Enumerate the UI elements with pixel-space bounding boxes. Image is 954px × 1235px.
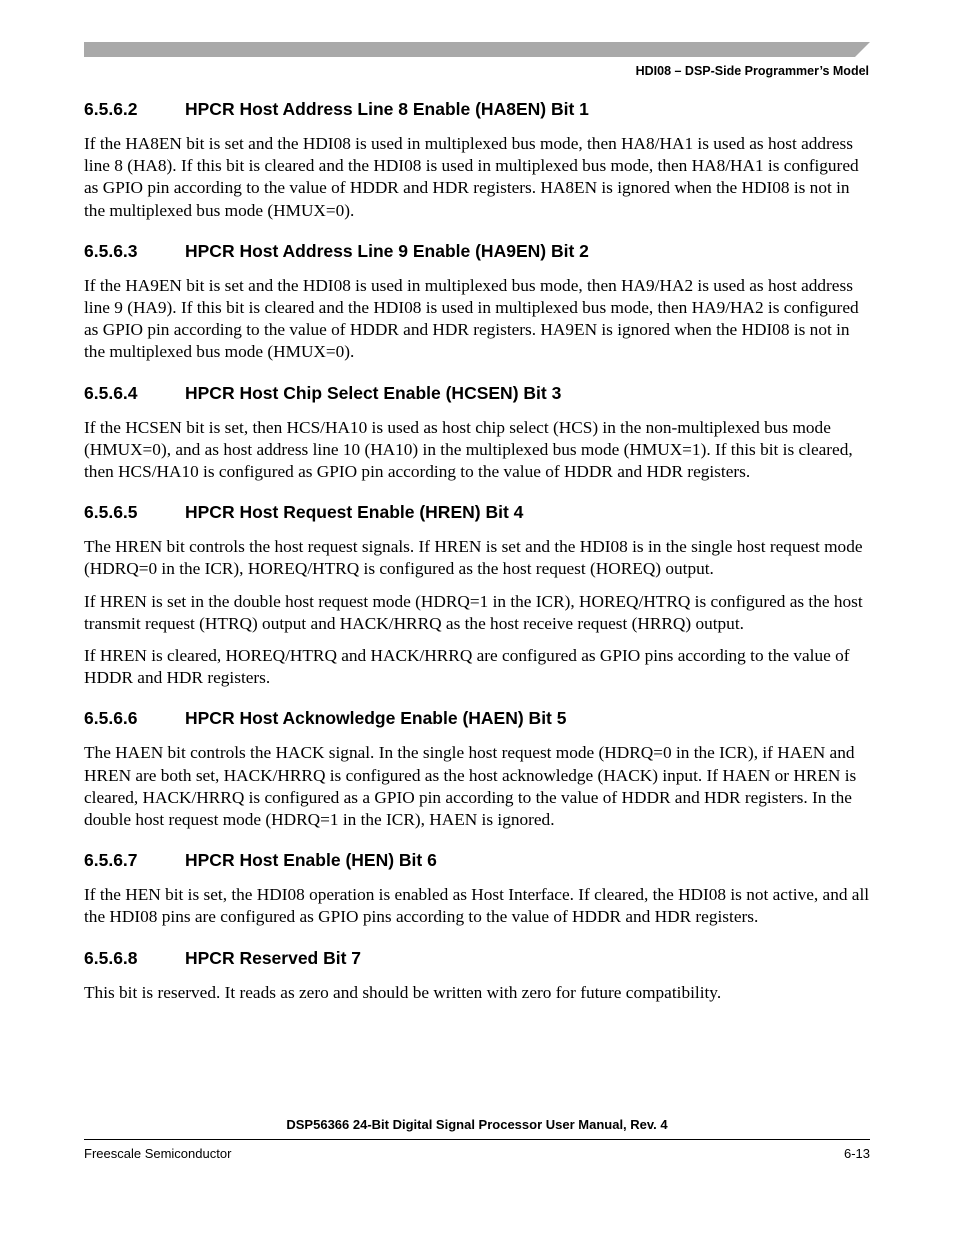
section-heading [84,847,870,873]
paragraph: If HREN is set in the double host request mode (HDRQ=1 in the ICR), HOREQ/HTRQ is configured as the host transmit request (HTRQ) output and HACK/HRRQ as the host receive request (HRRQ) output. [84,591,863,633]
running-head: HDI08 – DSP-Side Programmer’s Model [635,64,869,78]
section-number: 6.5.6.4 [84,382,138,403]
section-6-5-6-8 [84,945,870,1004]
footer-divider [84,1139,870,1140]
section-heading [84,380,870,406]
section-6-5-6-7 [84,847,870,928]
section-heading [84,96,870,122]
paragraph: If the HEN bit is set, the HDI08 operation is enabled as Host Interface. If cleared, the HDI08 is not active, and all the HDI08 pins are configured as GPIO pins according to the value of HDDR and HDR registers. [84,885,870,927]
section-6-5-6-3 [84,238,870,364]
section-6-5-6-6 [84,705,870,831]
footer-page-number: 6-13 [843,1146,870,1161]
section-number: 6.5.6.2 [84,99,138,119]
section-number: 6.5.6.3 [84,240,138,261]
paragraph: This bit is reserved. It reads as zero and should be written with zero for future compatibility. [84,982,722,1002]
footer-document-title: DSP56366 24-Bit Digital Signal Processor User Manual, Rev. 4 [286,1117,668,1132]
page-content [84,96,870,1014]
section-number: 6.5.6.8 [84,947,138,968]
section-6-5-6-5 [84,499,870,689]
footer-publisher: Freescale Semiconductor [84,1146,232,1161]
section-6-5-6-4 [84,380,870,484]
paragraph: If the HA9EN bit is set and the HDI08 is used in multiplexed bus mode, then HA9/HA2 is used as host address line 9 (HA9). If this bit is cleared and the HDI08 is used in multiplexed bus mode, then HA9/HA2 is configured as GPIO pin according to the value of HDDR and HDR registers. HA9EN is ignored when the HDI08 is not in the multiplexed bus mode (HMUX=0). [84,275,859,362]
section-number: 6.5.6.5 [84,502,138,523]
section-heading [84,238,870,264]
paragraph: If the HA8EN bit is set and the HDI08 is used in multiplexed bus mode, then HA8/HA1 is used as host address line 8 (HA8). If this bit is cleared and the HDI08 is used in multiplexed bus mode, then HA8/HA1 is configured as GPIO pin according to the value of HDDR and HDR registers. HA8EN is ignored when the HDI08 is not in the multiplexed bus mode (HMUX=0). [84,134,859,220]
section-title: HPCR Reserved Bit 7 [185,947,362,968]
section-number: 6.5.6.7 [84,850,138,871]
section-heading [84,705,870,731]
section-title: HPCR Host Enable (HEN) Bit 6 [185,850,437,871]
section-title: HPCR Host Acknowledge Enable (HAEN) Bit 5 [185,708,567,729]
paragraph: If the HCSEN bit is set, then HCS/HA10 is used as host chip select (HCS) in the non-multiplexed bus mode (HMUX=0), and as host address line 10 (HA10) in the multiplexed bus mode (HMUX=1). If this bit is cleared, then HCS/HA10 is configured as GPIO pin according to the value of HDDR and HDR registers. [84,417,853,482]
section-title: HPCR Host Address Line 8 Enable (HA8EN) Bit 1 [185,99,589,119]
section-title: HPCR Host Address Line 9 Enable (HA9EN) Bit 2 [185,240,589,261]
section-6-5-6-2 [84,96,870,222]
header-bar [84,42,870,57]
paragraph: If HREN is cleared, HOREQ/HTRQ and HACK/HRRQ are configured as GPIO pins according to the value of HDDR and HDR registers. [84,646,850,688]
section-heading [84,499,870,525]
paragraph: The HREN bit controls the host request signals. If HREN is set and the HDI08 is in the single host request mode (HDRQ=0 in the ICR), HOREQ/HTRQ is configured as the host request (HOREQ) output. [84,537,863,579]
section-number: 6.5.6.6 [84,708,138,729]
paragraph: The HAEN bit controls the HACK signal. In the single host request mode (HDRQ=0 in the ICR), if HAEN and HREN are both set, HACK/HRRQ is configured as the host acknowledge (HACK) input. If HAEN or HREN is cleared, HACK/HRRQ is configured as a GPIO pin according to the value of HDDR and HDR registers. In the double host request mode (HDRQ=1 in the ICR), HAEN is ignored. [84,743,857,830]
section-title: HPCR Host Request Enable (HREN) Bit 4 [185,502,524,523]
section-title: HPCR Host Chip Select Enable (HCSEN) Bit 3 [185,382,562,403]
section-heading [84,945,870,971]
header-bar-shape [84,42,870,57]
